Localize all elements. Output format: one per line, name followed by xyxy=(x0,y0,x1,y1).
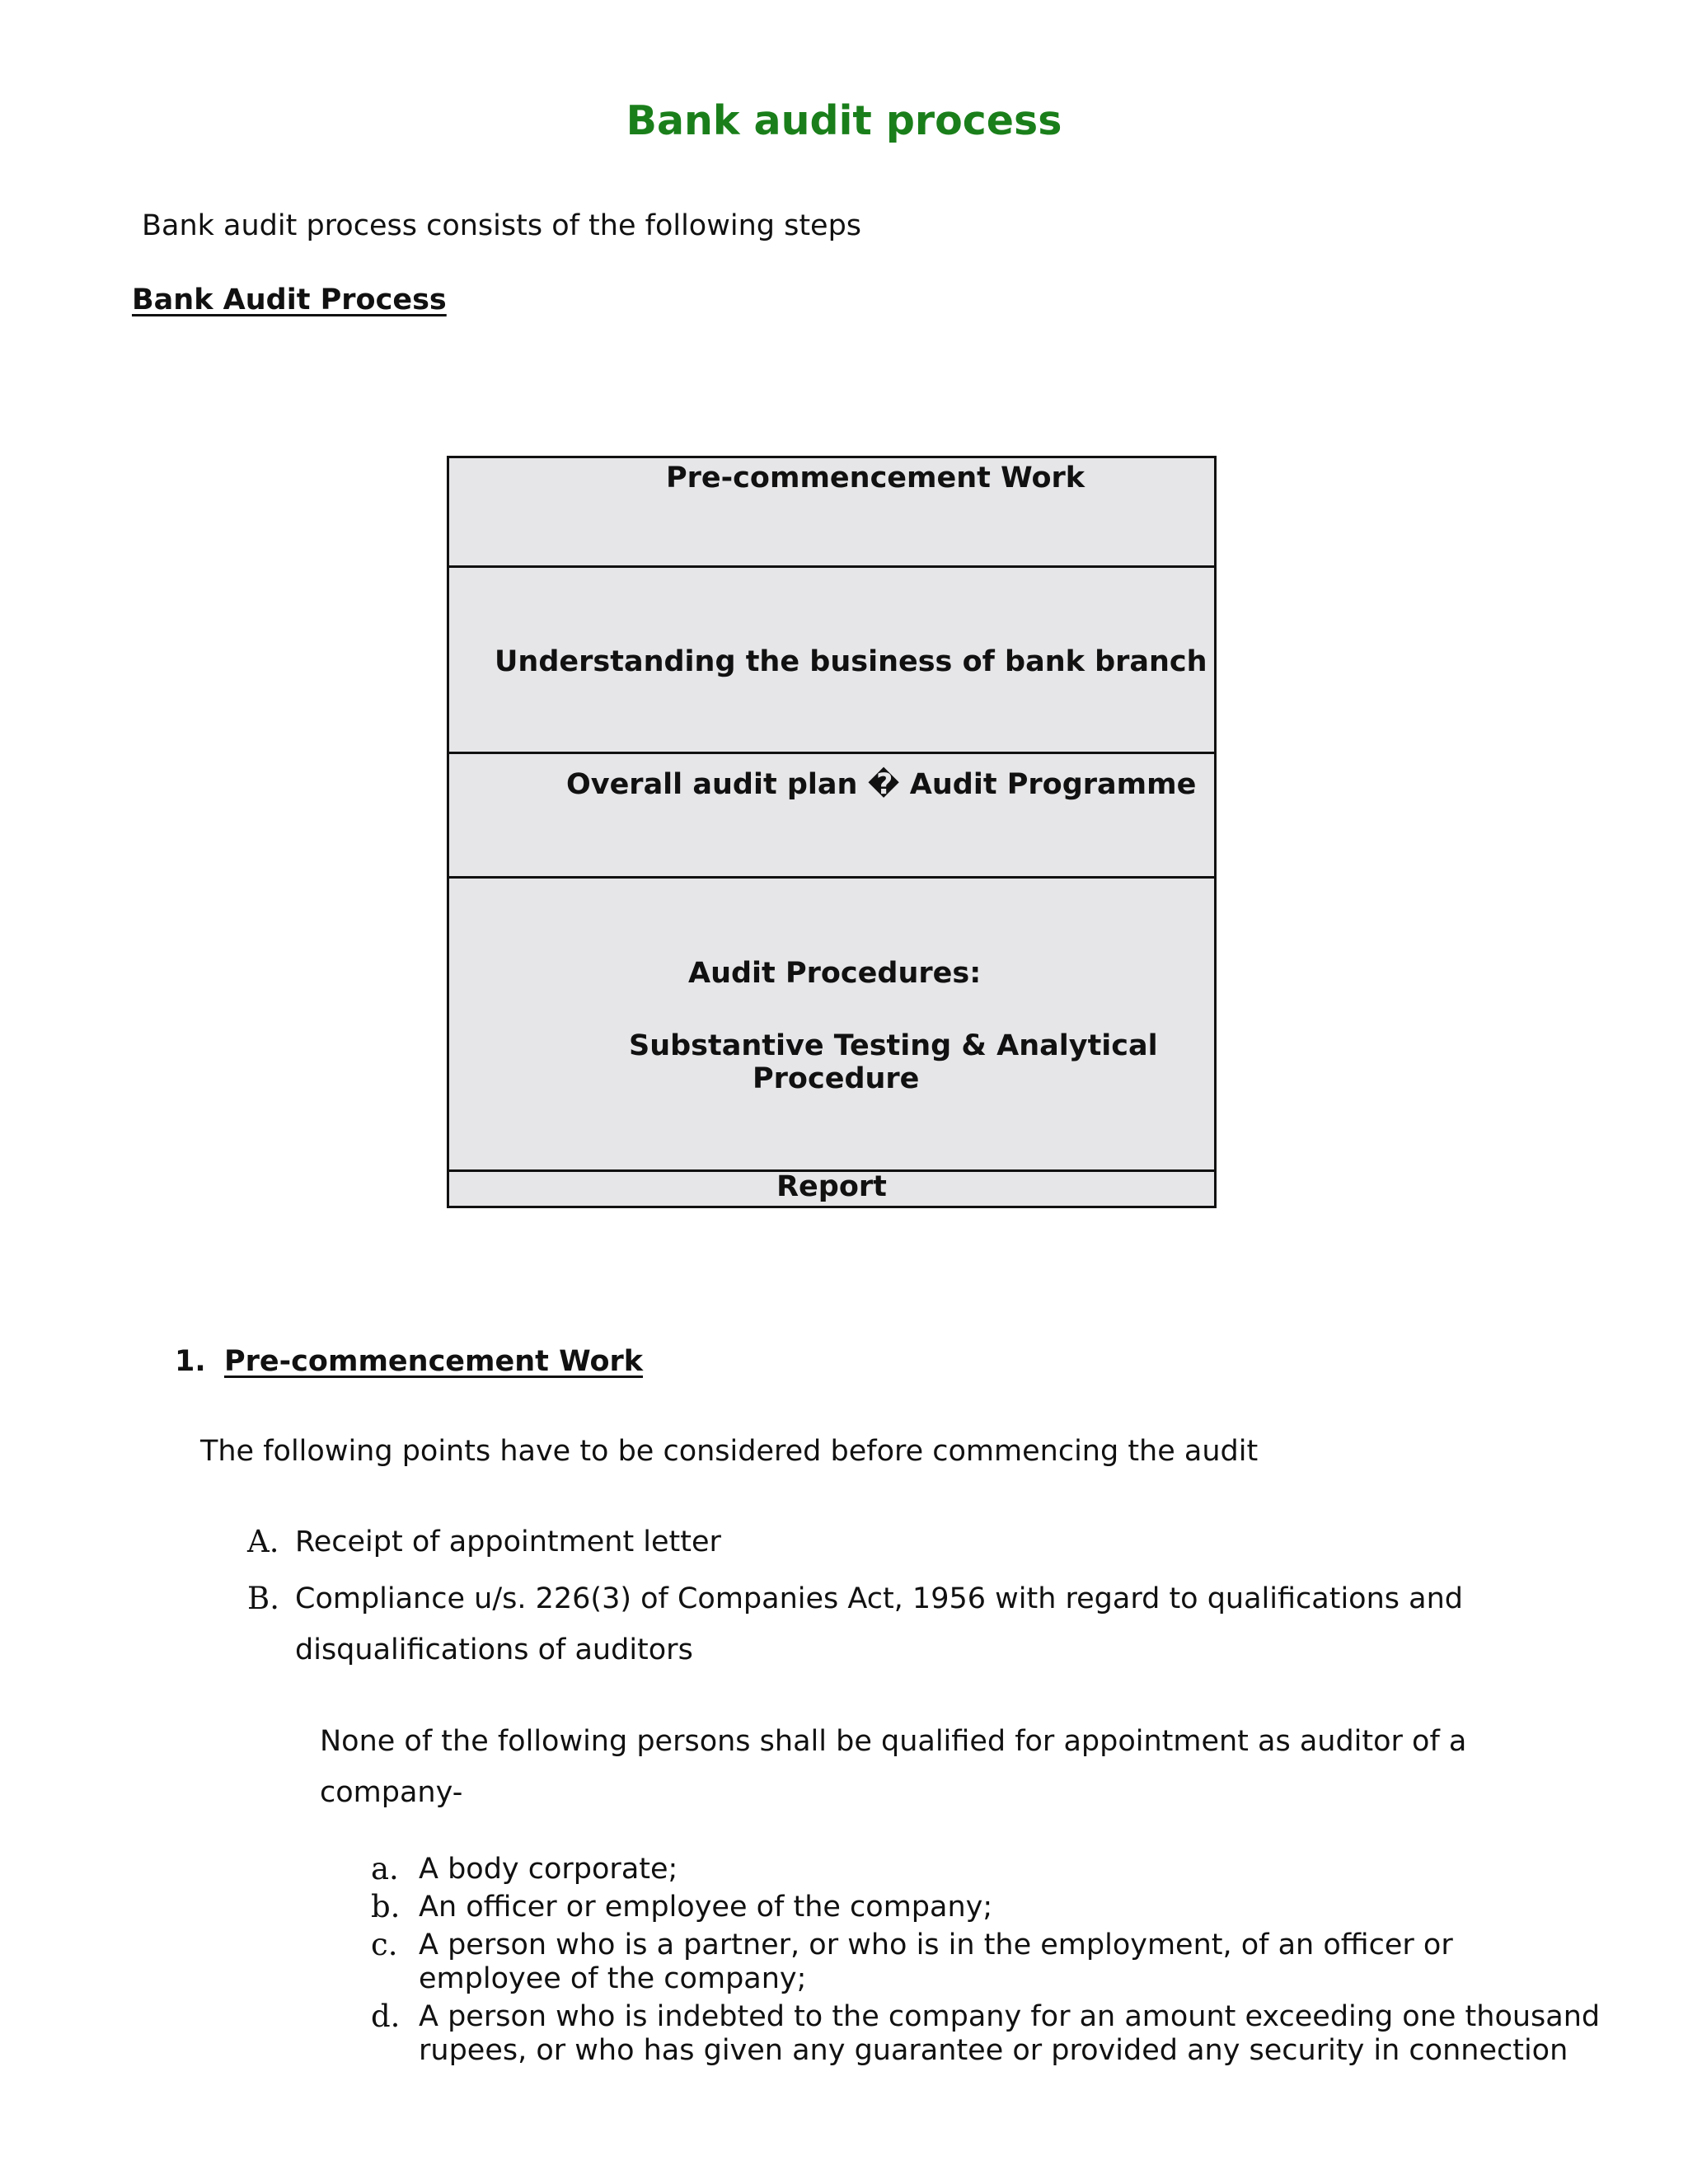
page-title: Bank audit process xyxy=(626,97,1062,144)
flow-step-report xyxy=(449,1172,1214,1206)
flow-step-understanding xyxy=(449,568,1214,754)
note-text: company- xyxy=(320,1776,463,1809)
flow-step-line: Procedure xyxy=(753,1062,920,1095)
section-title: Pre-commencement Work xyxy=(224,1345,644,1378)
flow-step-audit-plan xyxy=(449,754,1214,879)
section-intro: The following points have to be considered before commencing the audit xyxy=(200,1435,1259,1468)
flow-step-precommencement xyxy=(449,458,1214,568)
audit-process-flowchart xyxy=(447,456,1217,1208)
list-item-text: disqualifications of auditors xyxy=(295,1633,693,1666)
list-item-text: Compliance u/s. 226(3) of Companies Act, 1956 with regard to qualifications and xyxy=(295,1582,1463,1615)
flow-step-label: Understanding the business of bank branch xyxy=(495,645,1207,678)
sublist-item-label: c. xyxy=(371,1927,398,1962)
flow-step-label: Report xyxy=(776,1170,887,1203)
intro-text: Bank audit process consists of the following steps xyxy=(142,209,862,242)
flow-step-label: Overall audit plan � Audit Programme xyxy=(566,768,1197,801)
sublist-item-label: a. xyxy=(371,1851,399,1886)
sublist-item-text: rupees, or who has given any guarantee or provided any security in connection xyxy=(419,2034,1568,2067)
list-item-label: A. xyxy=(247,1524,279,1559)
sublist-item-text: A person who is indebted to the company for an amount exceeding one thousand xyxy=(419,2000,1601,2033)
list-item-label: B. xyxy=(247,1581,279,1616)
flow-step-label: Pre-commencement Work xyxy=(666,462,1085,494)
section-number: 1. xyxy=(175,1345,206,1378)
flow-step-audit-procedures xyxy=(449,879,1214,1172)
sublist-item-text: A body corporate; xyxy=(419,1853,678,1886)
note-text: None of the following persons shall be qualified for appointment as auditor of a xyxy=(320,1725,1467,1758)
list-item-text: Receipt of appointment letter xyxy=(295,1526,721,1558)
sublist-item-text: A person who is a partner, or who is in the employment, of an officer or xyxy=(419,1929,1453,1961)
section-heading: Bank Audit Process xyxy=(132,284,447,316)
sublist-item-label: b. xyxy=(371,1889,401,1924)
sublist-item-text: employee of the company; xyxy=(419,1962,807,1995)
sublist-item-text: An officer or employee of the company; xyxy=(419,1891,993,1924)
flow-step-line: Substantive Testing & Analytical xyxy=(629,1029,1158,1062)
sublist-item-label: d. xyxy=(371,1999,401,2034)
flow-step-title: Audit Procedures: xyxy=(688,957,982,990)
